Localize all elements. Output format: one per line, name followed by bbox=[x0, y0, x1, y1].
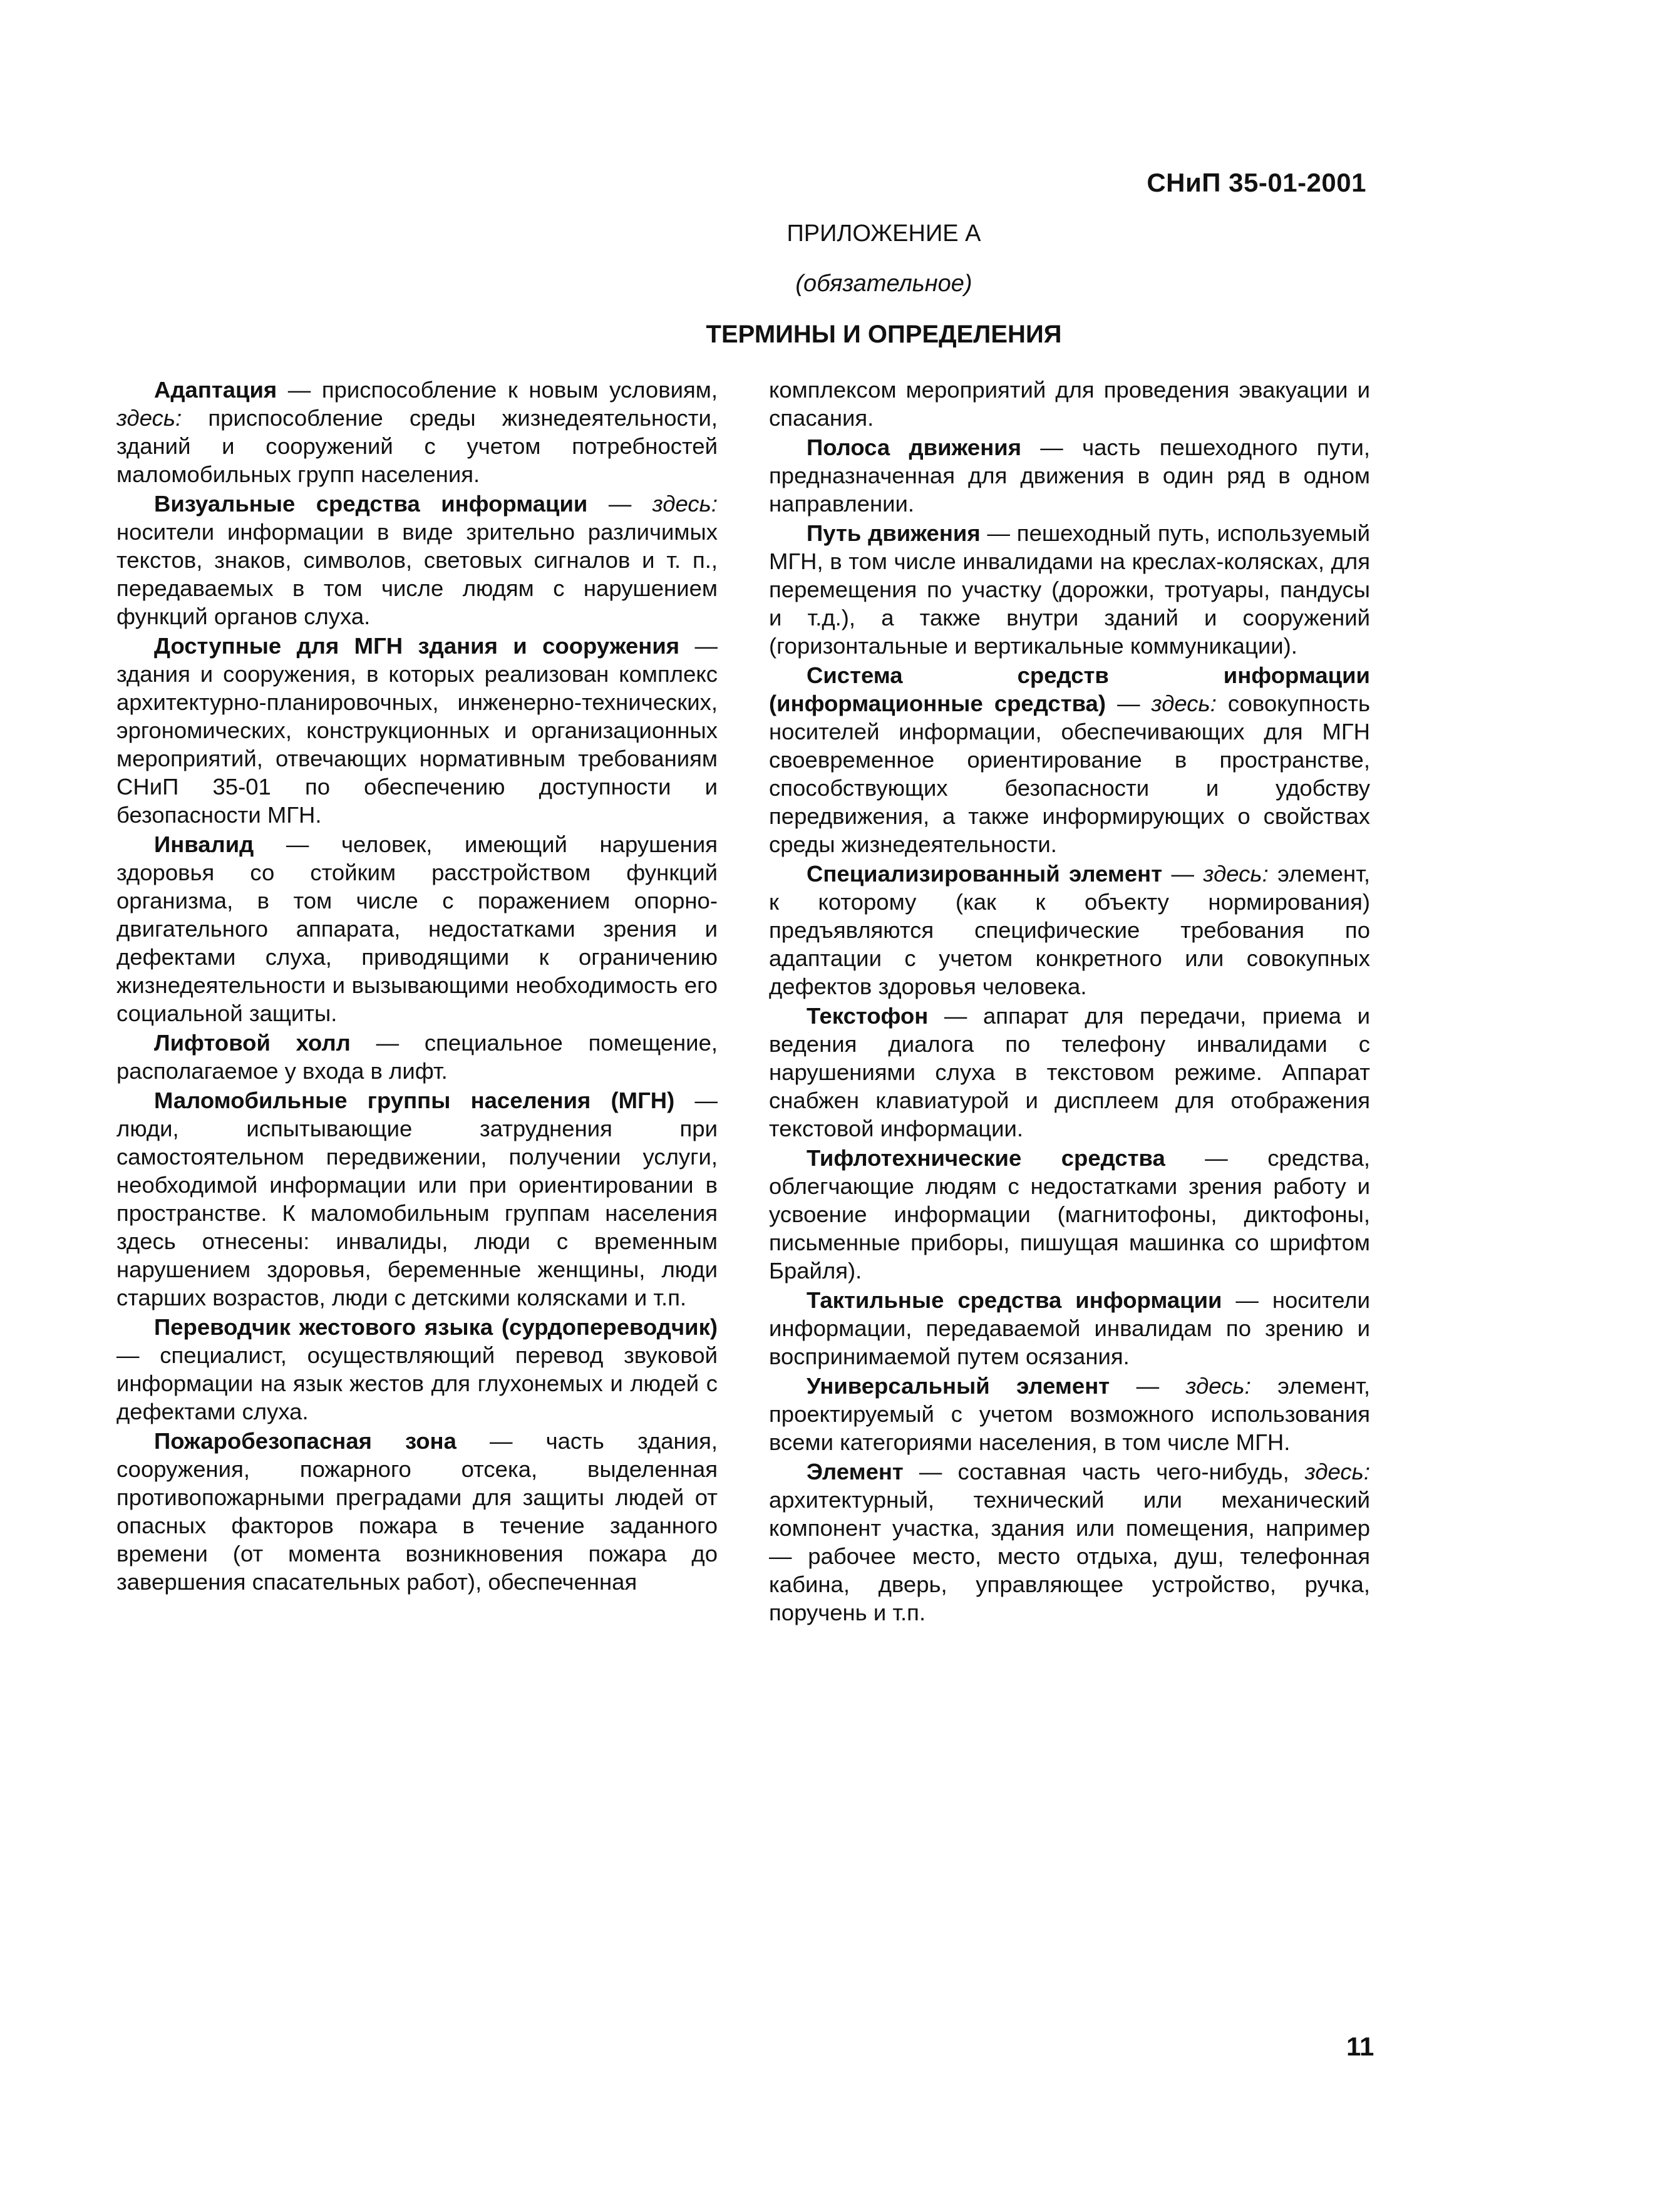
definition-term: Специализированный элемент bbox=[807, 861, 1163, 887]
definition-entry bbox=[769, 1144, 1370, 1285]
definition-term: Текстофон bbox=[807, 1003, 929, 1029]
appendix-note: (обязательное) bbox=[795, 270, 972, 297]
definition-term: Путь движения bbox=[807, 520, 981, 546]
definition-entry bbox=[116, 1086, 718, 1312]
definition-text: — аппарат для передачи, приема и ведения диалога по телефону инвалидами с нарушениями слуха в текстовом режиме. Аппарат снабжен клавиатурой и дисплеем для отображения текстовой информации. bbox=[769, 1003, 1370, 1141]
definition-text: — приспособление к новым условиям, здесь: приспособление среды жизнедеятельности, зданий и сооружений с учетом потребностей маломобильных групп населения. bbox=[116, 377, 718, 487]
definition-text: — средства, облегчающие людям с недостатками зрения работу и усвоение информации (магнитофоны, диктофоны, письменные приборы, пишущая машинка со шрифтом Брайля). bbox=[769, 1145, 1371, 1283]
document-code: СНиП 35-01-2001 bbox=[1147, 168, 1366, 197]
definition-term: Доступные для МГН здания и сооружения bbox=[154, 633, 680, 659]
definition-entry bbox=[769, 433, 1370, 518]
appendix-label: ПРИЛОЖЕНИЕ А bbox=[786, 220, 981, 247]
definition-qualifier: здесь: bbox=[1151, 691, 1217, 716]
right-column bbox=[769, 376, 1370, 1628]
definition-text: — здания и сооружения, в которых реализован комплекс архитектурно-планировочных, инженерно-технических, эргономических, конструкционных и организационных мероприятий, отвечающих нормативным требованиям СНиП 35-01 по обеспечению доступности и безопасности МГН. bbox=[116, 633, 718, 828]
definition-text: — специалист, осуществляющий перевод звуковой информации на язык жестов для глухонемых и людей с дефектами слуха. bbox=[116, 1342, 718, 1424]
definition-text: — специальное помещение, располагаемое у входа в лифт. bbox=[116, 1030, 718, 1084]
definition-term: Тифлотехнические средства bbox=[807, 1145, 1165, 1171]
definition-text: — здесь: носители информации в виде зрительно различимых текстов, знаков, символов, световых сигналов и т. п., передаваемых в том числе людям с нарушением функций органов слуха. bbox=[116, 491, 718, 629]
definition-text: комплексом мероприятий для проведения эвакуации и спасания. bbox=[769, 377, 1370, 431]
definition-text: — здесь: элемент, к которому (как к объекту нормирования) предъявляются специфические требования по адаптации с учетом конкретного или совокупных дефектов здоровья человека. bbox=[769, 861, 1370, 999]
definition-term: Тактильные средства информации bbox=[807, 1287, 1222, 1313]
definition-entry bbox=[769, 1458, 1370, 1627]
definition-entry bbox=[116, 1029, 718, 1085]
definition-qualifier: здесь: bbox=[1304, 1459, 1370, 1484]
definition-text: — человек, имеющий нарушения здоровья со стойким расстройством функций организма, в том числе с поражением опорно-двигательного аппарата, недостатками зрения и дефектами слуха, приводящими к ограничению жизнедеятельности и вызывающими необходимость его социальной защиты. bbox=[116, 831, 718, 1026]
definition-entry bbox=[769, 1372, 1370, 1456]
definition-term: Пожаробезопасная зона bbox=[154, 1428, 456, 1454]
definition-qualifier: здесь: bbox=[652, 491, 718, 517]
definition-text: — здесь: совокупность носителей информации, обеспечивающих для МГН своевременное ориентирование в пространстве, способствующих безопасности и удобству передвижения, а также информирующих о свойствах среды жизнедеятельности. bbox=[769, 691, 1370, 857]
definition-term: Маломобильные группы населения (МГН) bbox=[154, 1088, 675, 1113]
definition-text: — часть здания, сооружения, пожарного отсека, выделенная противопожарными преградами для защиты людей от опасных факторов пожара в течение заданного времени (от момента возникновения пожара до завершения спасательных работ), обеспеченная bbox=[116, 1428, 718, 1595]
definition-entry bbox=[116, 490, 718, 630]
definition-term: Универсальный элемент bbox=[807, 1373, 1110, 1399]
definition-entry bbox=[769, 860, 1370, 1001]
definition-term: Элемент bbox=[807, 1459, 904, 1484]
definition-text: — часть пешеходного пути, предназначенная для движения в один ряд в одном направлении. bbox=[769, 435, 1370, 517]
definition-entry bbox=[769, 1002, 1370, 1143]
definition-text: — пешеходный путь, используемый МГН, в том числе инвалидами на креслах-колясках, для перемещения по участку (дорожки, тротуары, пандусы и т.д.), а также внутри зданий и сооружений (горизонтальные и вертикальные коммуникации). bbox=[769, 520, 1371, 659]
definition-entry bbox=[116, 376, 718, 488]
definition-text: — носители информации, передаваемой инвалидам по зрению и воспринимаемой путем осязания. bbox=[769, 1287, 1370, 1369]
page-number: 11 bbox=[1346, 2032, 1374, 2061]
definition-entry bbox=[116, 830, 718, 1027]
definition-qualifier: здесь: bbox=[116, 405, 182, 431]
definition-entry bbox=[116, 1427, 718, 1596]
definition-entry bbox=[769, 376, 1370, 432]
definition-qualifier: здесь: bbox=[1203, 861, 1269, 887]
definition-term: Переводчик жестового языка (сурдопереводчик) bbox=[154, 1314, 718, 1340]
definition-term: Лифтовой холл bbox=[154, 1030, 351, 1056]
definition-text: — составная часть чего-нибудь, здесь: архитектурный, технический или механический компонент участка, здания или помещения, например — рабочее место, место отдыха, душ, телефонная кабина, дверь, управляющее устройство, ручка, поручень и т.п. bbox=[769, 1459, 1370, 1625]
definition-qualifier: здесь: bbox=[1185, 1373, 1251, 1399]
definition-term: Визуальные средства информации bbox=[154, 491, 588, 517]
definition-text: — люди, испытывающие затруднения при самостоятельном передвижении, получении услуги, необходимой информации или при ориентировании в пространстве. К маломобильным группам населения здесь отнесены: инвалиды, люди с временным нарушением здоровья, беременные женщины, люди старших возрастов, люди с детскими колясками и т.п. bbox=[116, 1088, 718, 1310]
definition-entry bbox=[769, 661, 1370, 858]
definition-entry bbox=[116, 1313, 718, 1426]
definition-entry bbox=[769, 1286, 1370, 1371]
definition-entry bbox=[769, 519, 1370, 660]
definition-text: — здесь: элемент, проектируемый с учетом возможного использования всеми категориями населения, в том числе МГН. bbox=[769, 1373, 1370, 1455]
definition-term: Полоса движения bbox=[807, 435, 1022, 460]
definition-term: Адаптация bbox=[154, 377, 277, 403]
left-column bbox=[116, 376, 718, 1597]
definition-entry bbox=[116, 632, 718, 829]
section-title: ТЕРМИНЫ И ОПРЕДЕЛЕНИЯ bbox=[706, 321, 1062, 348]
definition-term: Система средств информации (информационные средства) bbox=[769, 662, 1370, 716]
definition-term: Инвалид bbox=[154, 831, 254, 857]
